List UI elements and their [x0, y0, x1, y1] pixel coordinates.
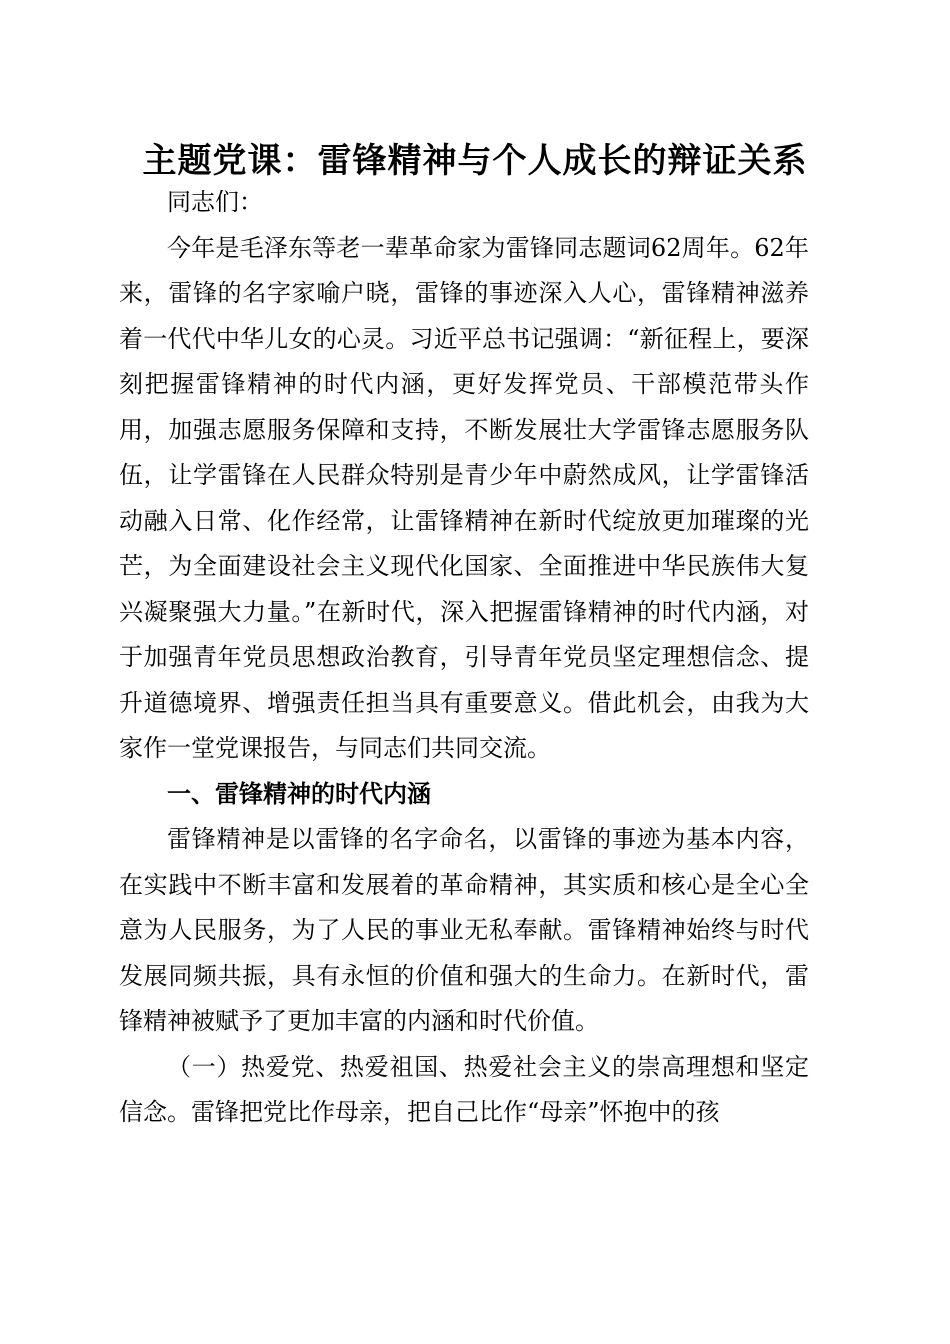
intro-paragraph: 今年是毛泽东等老一辈革命家为雷锋同志题词62周年。62年来，雷锋的名字家喻户晓，雷锋的事迹深入人心，雷锋精神滋养着一代代中华儿女的心灵。习近平总书记强调：“新征程上，要深刻把握雷锋精神的时代内涵，更好发挥党员、干部模范带头作用，加强志愿服务保障和支持，不断发展壮大学雷锋志愿服务队伍，让学雷锋在人民群众特别是青少年中蔚然成风，让学雷锋活动融入日常、化作经常，让雷锋精神在新时代绽放更加璀璨的光芒，为全面建设社会主义现代化国家、全面推进中华民族伟大复兴凝聚强大力量。”在新时代，深入把握雷锋精神的时代内涵，对于加强青年党员思想政治教育，引导青年党员坚定理想信念、提升道德境界、增强责任担当具有重要意义。借此机会，由我为大家作一堂党课报告，与同志们共同交流。 — [119, 233, 809, 762]
document-body — [119, 180, 809, 1136]
document-title: 主题党课：雷锋精神与个人成长的辩证关系 — [142, 141, 808, 181]
section-paragraph: 雷锋精神是以雷锋的名字命名，以雷锋的事迹为基本内容，在实践中不断丰富和发展着的革命精神，其实质和核心是全心全意为人民服务，为了人民的事业无私奉献。雷锋精神始终与时代发展同频共振，具有永恒的价值和强大的生命力。在新时代，雷锋精神被赋予了更加丰富的内涵和时代价值。 — [119, 825, 809, 1035]
subsection-paragraph: （一）热爱党、热爱祖国、热爱社会主义的崇高理想和坚定信念。雷锋把党比作母亲，把自己比作“母亲”怀抱中的孩 — [119, 1052, 809, 1126]
section-heading: 一、雷锋精神的时代内涵 — [167, 779, 431, 808]
salutation: 同志们： — [167, 188, 263, 216]
